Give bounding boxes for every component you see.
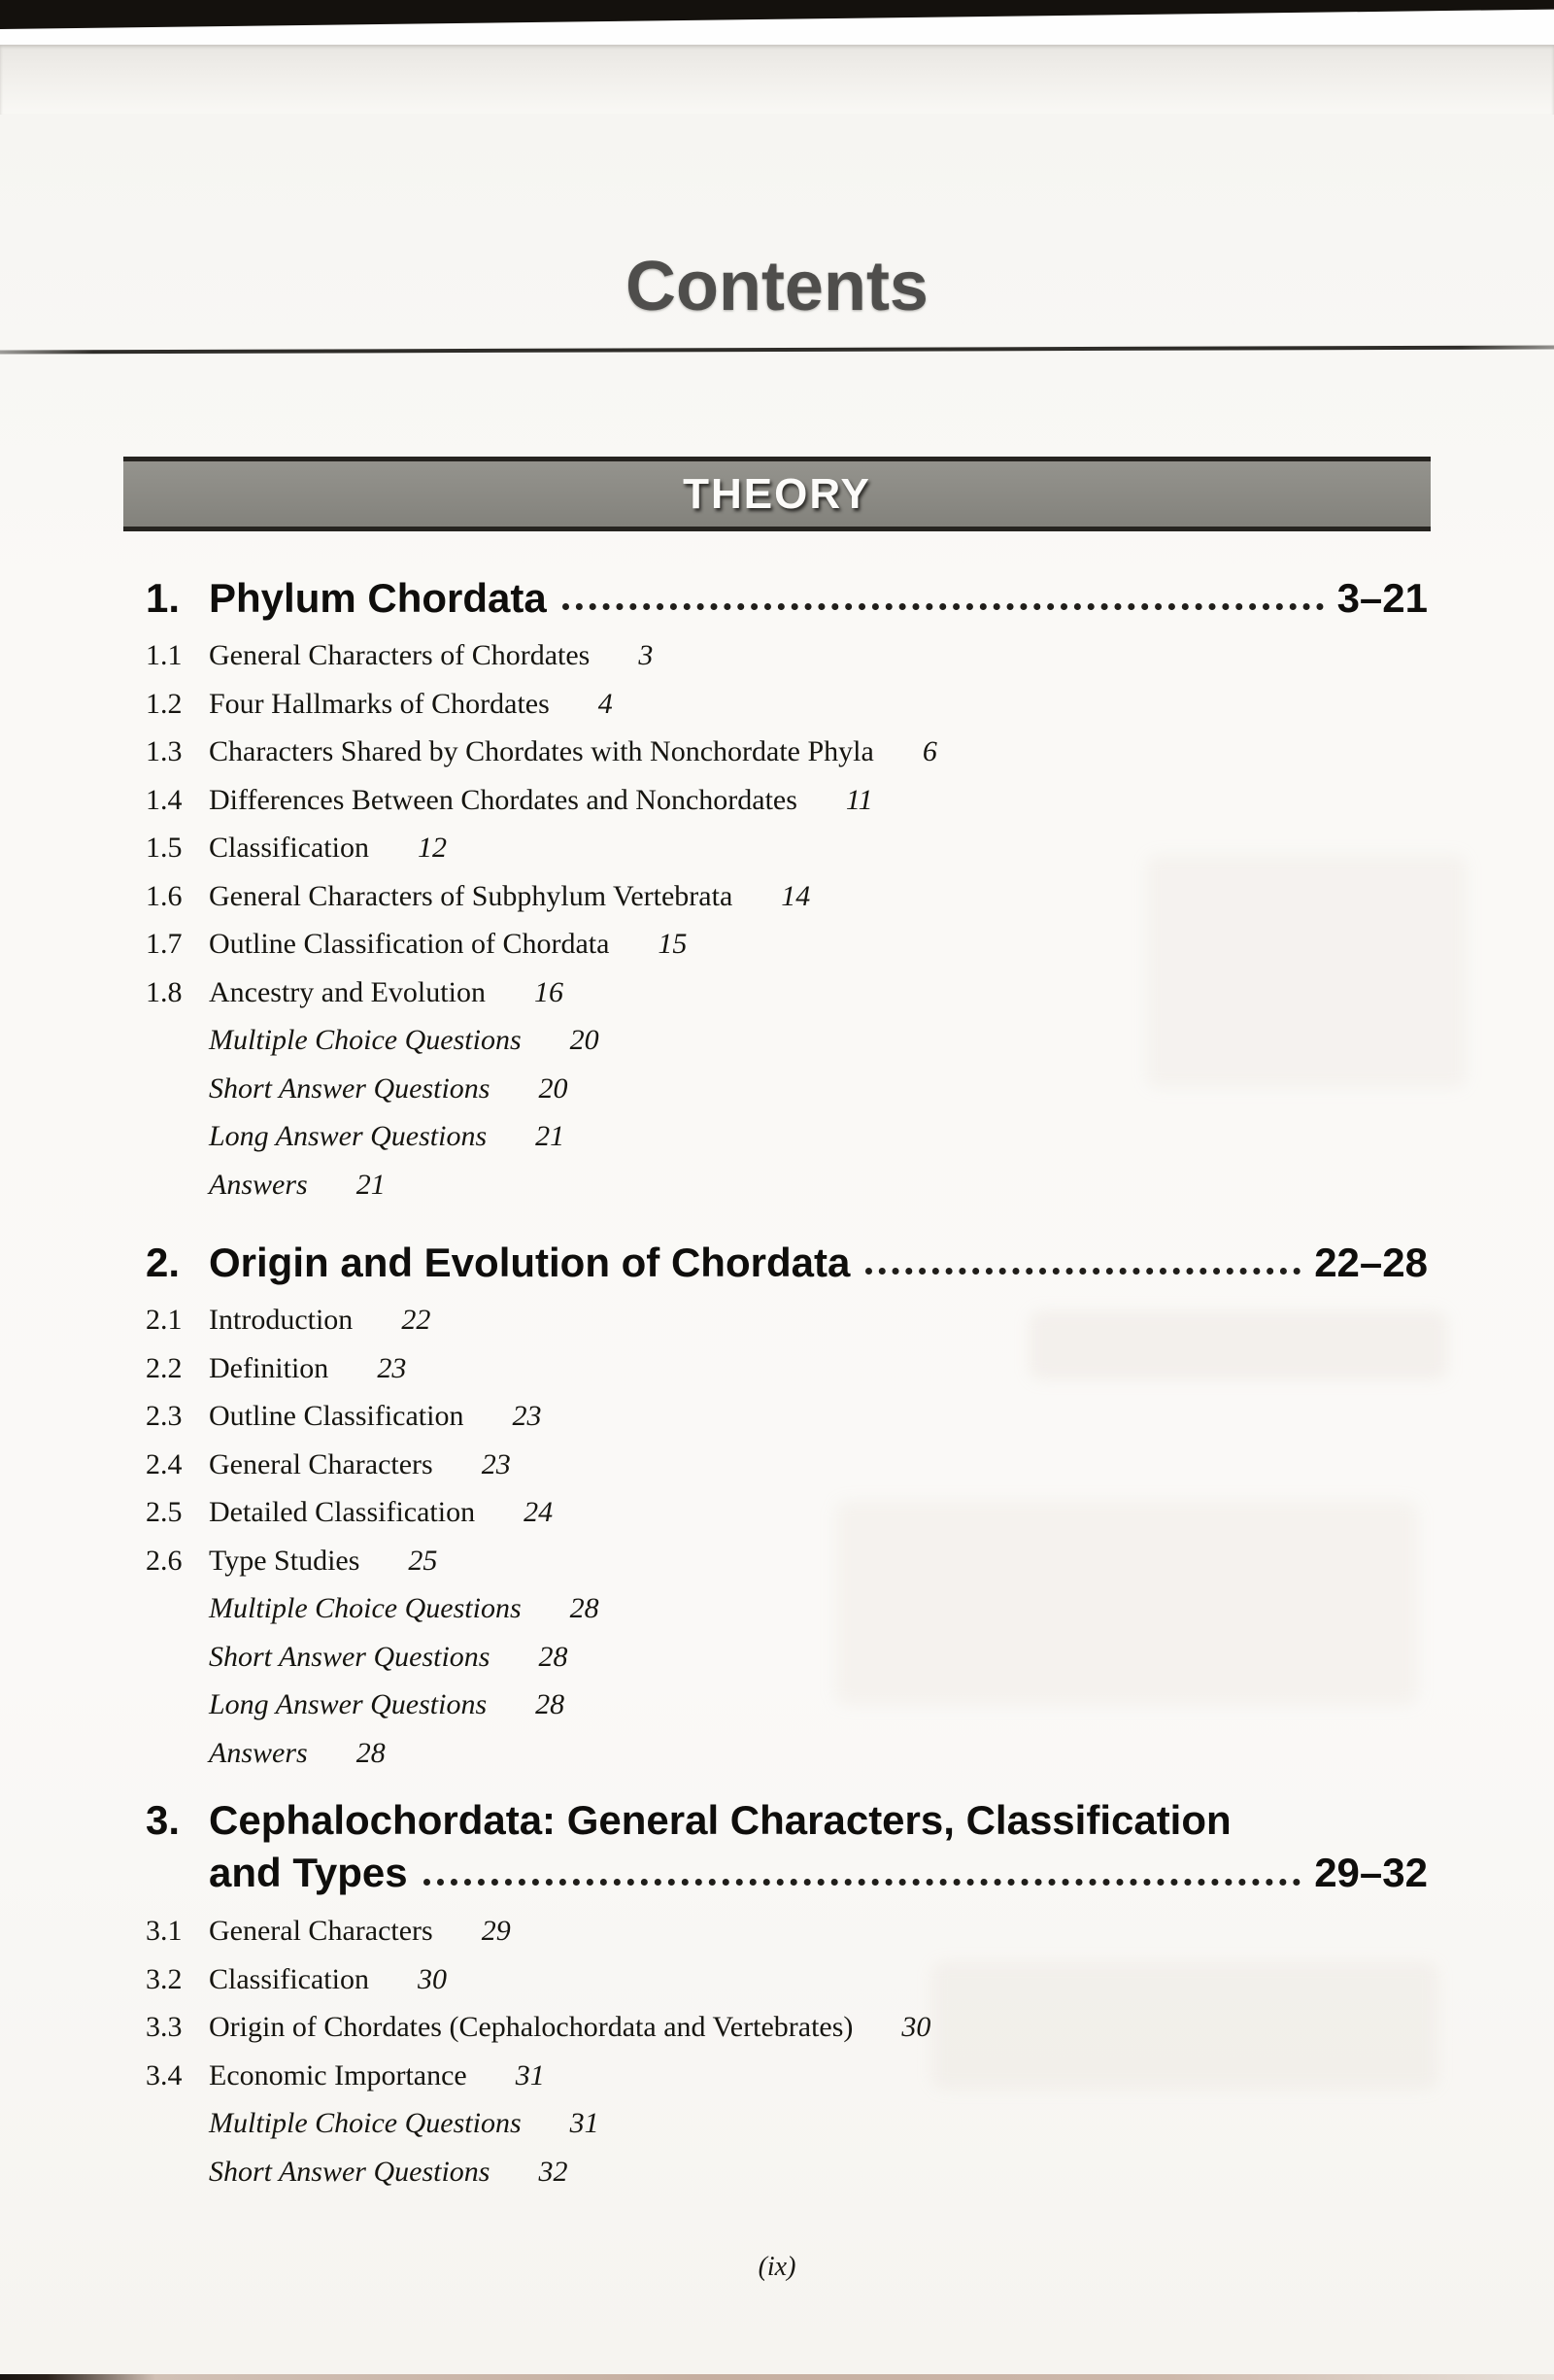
toc-item-question bbox=[146, 1161, 1428, 1209]
page-title: Contents bbox=[625, 248, 929, 325]
chapter-page-range: 29–32 bbox=[1314, 1850, 1428, 1895]
item-title: General Characters bbox=[209, 1915, 433, 1947]
bleed-through-artifact bbox=[1146, 855, 1467, 1088]
item-page: 28 bbox=[355, 1736, 386, 1769]
item-number: 2.6 bbox=[146, 1544, 183, 1577]
item-title: General Characters bbox=[209, 1447, 433, 1480]
toc-item-question bbox=[146, 2148, 1428, 2196]
item-page: 23 bbox=[377, 1351, 407, 1384]
item-title: General Characters of Subphylum Vertebrata bbox=[209, 879, 733, 912]
chapter-title: Origin and Evolution of Chordata bbox=[209, 1240, 851, 1285]
item-number: 2.1 bbox=[146, 1304, 183, 1336]
chapter-number: 1. bbox=[146, 575, 181, 621]
item-title: Multiple Choice Questions bbox=[209, 1024, 522, 1056]
bottom-edge-shadow bbox=[0, 2374, 1554, 2380]
dotted-leader bbox=[423, 1879, 1301, 1886]
bleed-through-artifact bbox=[835, 1501, 1418, 1705]
title-rule bbox=[0, 345, 1554, 354]
item-number: 1.2 bbox=[146, 687, 183, 720]
item-title: Characters Shared by Chordates with Nonchordate Phyla bbox=[209, 735, 874, 767]
item-number: 1.8 bbox=[146, 975, 183, 1008]
item-page: 30 bbox=[901, 2011, 931, 2043]
page-top-edge bbox=[0, 0, 1554, 115]
dotted-leader bbox=[562, 603, 1324, 610]
item-title: General Characters of Chordates bbox=[209, 639, 591, 671]
item-number: 2.3 bbox=[146, 1400, 183, 1432]
chapter-number: 2. bbox=[146, 1240, 181, 1285]
item-title: Outline Classification bbox=[209, 1400, 464, 1432]
toc-item-question bbox=[146, 1112, 1428, 1161]
item-page: 29 bbox=[481, 1915, 511, 1947]
chapter-title: Phylum Chordata bbox=[209, 575, 547, 621]
item-page: 20 bbox=[538, 1071, 568, 1105]
bleed-through-artifact bbox=[1030, 1311, 1447, 1379]
item-page: 22 bbox=[401, 1304, 431, 1336]
chapter-title: Cephalochordata: General Characters, Classification bbox=[209, 1797, 1232, 1843]
item-page: 12 bbox=[417, 832, 447, 864]
item-page: 23 bbox=[481, 1447, 511, 1480]
item-page: 3 bbox=[638, 639, 654, 671]
item-title: Outline Classification of Chordata bbox=[209, 928, 610, 960]
item-page: 16 bbox=[533, 975, 563, 1008]
item-page: 21 bbox=[535, 1120, 565, 1152]
chapter-page-range: 3–21 bbox=[1336, 575, 1428, 621]
item-title: Classification bbox=[209, 1962, 369, 1995]
table-of-contents bbox=[146, 573, 1428, 2195]
chapter-number: 3. bbox=[146, 1797, 181, 1843]
item-page: 30 bbox=[417, 1962, 447, 1995]
chapter-page-range: 22–28 bbox=[1314, 1240, 1428, 1285]
item-page: 15 bbox=[658, 928, 688, 960]
toc-item bbox=[146, 631, 1428, 680]
item-title: Classification bbox=[209, 832, 369, 864]
bleed-through-artifact bbox=[932, 1962, 1437, 2089]
toc-item bbox=[146, 728, 1428, 776]
theory-banner bbox=[123, 457, 1431, 531]
toc-item bbox=[146, 1907, 1428, 1955]
toc-item-question bbox=[146, 1729, 1428, 1778]
item-number: 3.2 bbox=[146, 1962, 183, 1995]
item-page: 23 bbox=[512, 1400, 542, 1432]
toc-item-question bbox=[146, 2099, 1428, 2148]
item-title: Ancestry and Evolution bbox=[209, 975, 486, 1008]
item-title: Type Studies bbox=[209, 1544, 360, 1577]
item-page: 28 bbox=[535, 1688, 565, 1720]
item-number: 2.2 bbox=[146, 1351, 183, 1384]
item-page: 25 bbox=[408, 1544, 438, 1577]
item-page: 31 bbox=[515, 2058, 545, 2091]
item-number: 3.3 bbox=[146, 2011, 183, 2043]
chapter-heading bbox=[146, 1794, 1428, 1847]
item-number: 1.1 bbox=[146, 639, 183, 671]
item-title: Long Answer Questions bbox=[209, 1688, 488, 1720]
item-title: Detailed Classification bbox=[209, 1496, 476, 1528]
item-title: Definition bbox=[209, 1351, 329, 1384]
item-title: Four Hallmarks of Chordates bbox=[209, 687, 550, 720]
item-page: 21 bbox=[355, 1168, 386, 1201]
item-page: 4 bbox=[597, 687, 613, 720]
item-page: 28 bbox=[569, 1592, 599, 1624]
banner-label: THEORY bbox=[683, 469, 871, 518]
item-number: 3.1 bbox=[146, 1915, 183, 1947]
item-title: Introduction bbox=[209, 1304, 354, 1336]
toc-item bbox=[146, 1392, 1428, 1441]
item-number: 1.7 bbox=[146, 928, 183, 960]
item-page: 20 bbox=[569, 1024, 599, 1056]
chapter-heading-line2 bbox=[146, 1847, 1428, 1899]
item-title: Answers bbox=[209, 1736, 308, 1769]
item-number: 1.4 bbox=[146, 783, 183, 816]
item-title: Multiple Choice Questions bbox=[209, 2107, 522, 2139]
item-title: Economic Importance bbox=[209, 2058, 467, 2091]
item-title: Origin of Chordates (Cephalochordata and Vertebrates) bbox=[209, 2011, 854, 2043]
item-title: Multiple Choice Questions bbox=[209, 1592, 522, 1624]
item-page: 14 bbox=[781, 879, 811, 912]
footer-page-number: (ix) bbox=[758, 2252, 796, 2282]
item-title: Short Answer Questions bbox=[209, 1640, 490, 1673]
item-number: 1.3 bbox=[146, 735, 183, 767]
item-number: 1.6 bbox=[146, 879, 183, 912]
item-title: Answers bbox=[209, 1168, 308, 1201]
toc-item bbox=[146, 1441, 1428, 1489]
chapter-heading bbox=[146, 573, 1428, 624]
item-title: Short Answer Questions bbox=[209, 2155, 490, 2188]
item-number: 3.4 bbox=[146, 2058, 183, 2091]
item-number: 2.5 bbox=[146, 1496, 183, 1528]
chapter-title-line2: and Types bbox=[209, 1850, 408, 1895]
item-title: Long Answer Questions bbox=[209, 1120, 488, 1152]
dotted-leader bbox=[865, 1268, 1301, 1275]
item-title: Differences Between Chordates and Nonchordates bbox=[209, 783, 797, 816]
item-number: 1.5 bbox=[146, 832, 183, 864]
chapter-heading bbox=[146, 1238, 1428, 1288]
item-number: 2.4 bbox=[146, 1447, 183, 1480]
page-curl-edge bbox=[0, 45, 1554, 115]
toc-item bbox=[146, 680, 1428, 729]
item-page: 32 bbox=[538, 2155, 568, 2188]
item-title: Short Answer Questions bbox=[209, 1071, 490, 1105]
item-page: 24 bbox=[524, 1496, 554, 1528]
item-page: 11 bbox=[845, 783, 873, 816]
item-page: 6 bbox=[922, 735, 937, 767]
toc-item bbox=[146, 776, 1428, 825]
item-page: 31 bbox=[569, 2107, 599, 2139]
item-page: 28 bbox=[538, 1640, 568, 1673]
